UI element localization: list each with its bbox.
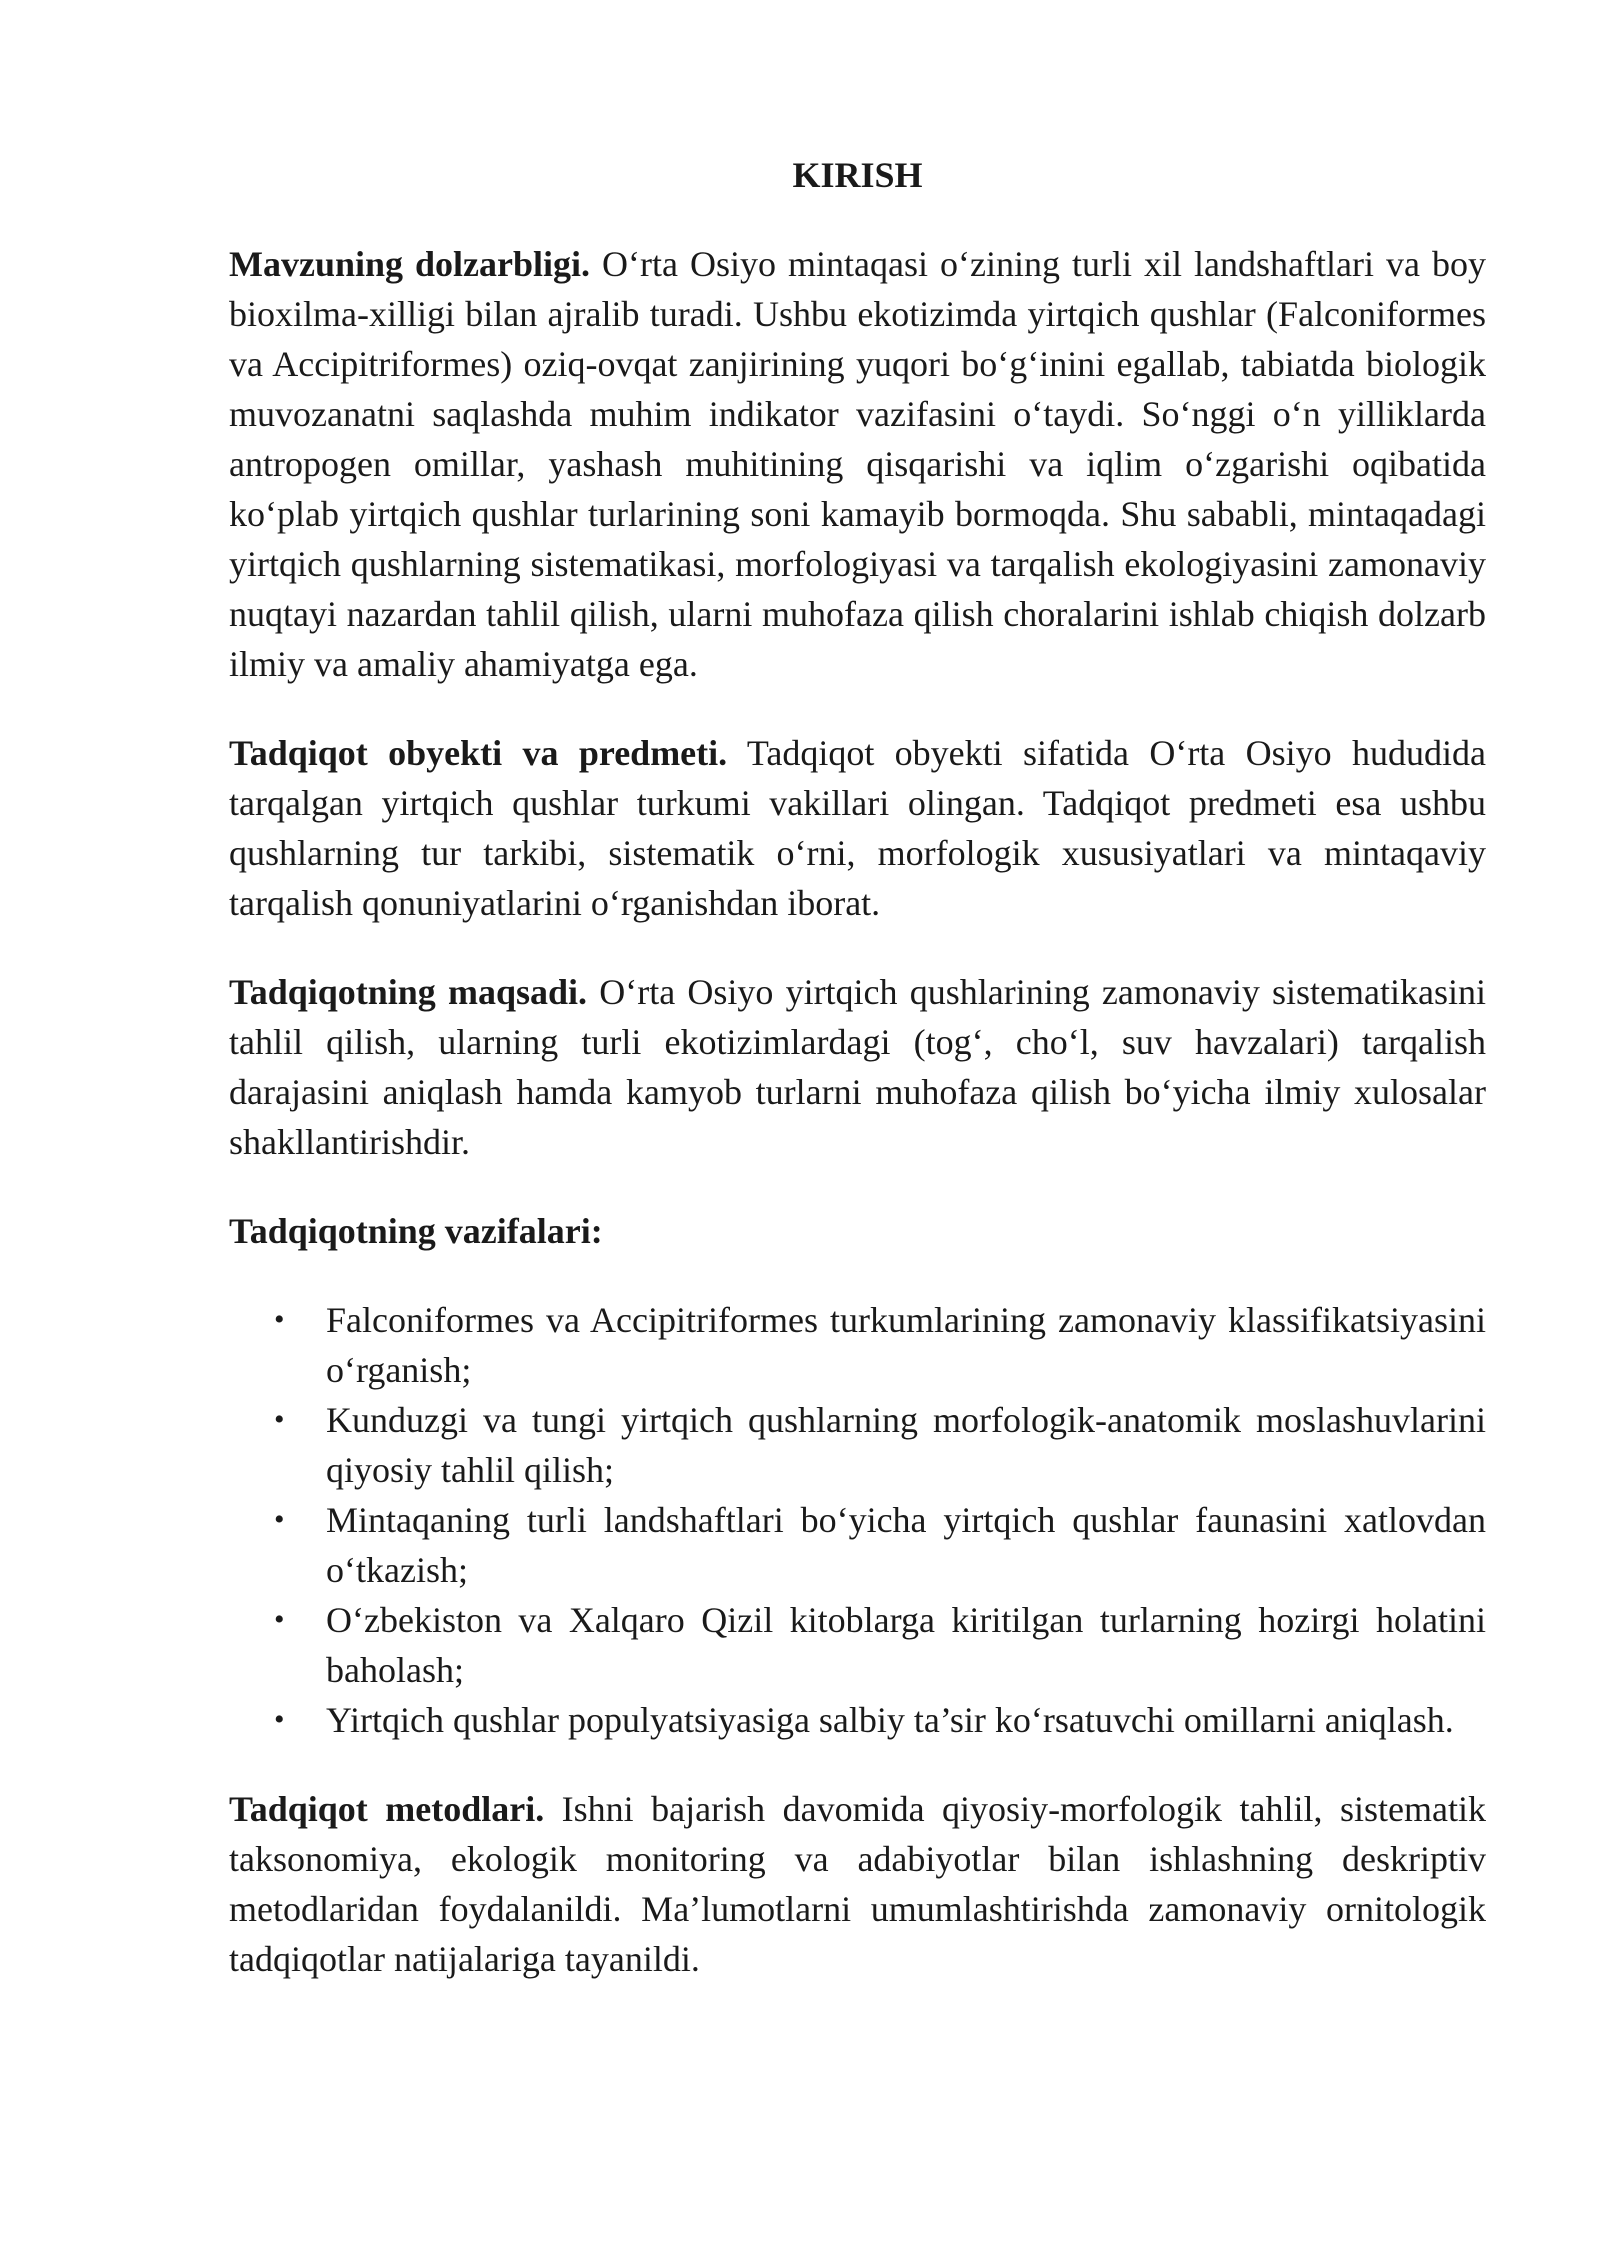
bullet-icon: • — [274, 1703, 285, 1736]
bullet-icon: • — [274, 1303, 285, 1336]
section-text: Ishni bajarish davomida qiyosiy-morfologik tahlil, sistematik taksonomiya, ekologik monitoring va adabiyotlar bilan ishlashning deskriptiv metodlaridan foydalanildi. Ma’lumotlarni umumlashtirishda zamonaviy ornitologik tadqiqotlar natijalariga tayanildi. — [229, 1789, 1486, 1979]
list-item-text: Yirtqich qushlar populyatsiyasiga salbiy ta’sir ko‘rsatuvchi omillarni aniqlash. — [326, 1700, 1454, 1740]
bullet-icon: • — [274, 1603, 285, 1636]
section-metodlar — [229, 1784, 1486, 1984]
section-maqsad — [229, 967, 1486, 1167]
list-item — [229, 1295, 1486, 1395]
section-label: Tadqiqotning maqsadi. — [229, 972, 588, 1012]
list-item-text: Mintaqaning turli landshaftlari bo‘yicha yirtqich qushlar faunasini xatlovdan o‘tkazish; — [326, 1500, 1486, 1590]
section-dolzarblik — [229, 239, 1486, 689]
section-label: Tadqiqot obyekti va predmeti. — [229, 733, 728, 773]
list-item-text: Kunduzgi va tungi yirtqich qushlarning morfologik-anatomik moslashuvlarini qiyosiy tahlil qilish; — [326, 1400, 1486, 1490]
list-item-text: O‘zbekiston va Xalqaro Qizil kitoblarga kiritilgan turlarning hozirgi holatini baholash; — [326, 1600, 1486, 1690]
section-text: Tadqiqot obyekti sifatida O‘rta Osiyo hududida tarqalgan yirtqich qushlar turkumi vakillari olingan. Tadqiqot predmeti esa ushbu qushlarning tur tarkibi, sistematik o‘rni, morfologik xususiyatlari va mintaqaviy tarqalish qonuniyatlarini o‘rganishdan iborat. — [229, 733, 1486, 923]
tasks-list — [229, 1295, 1486, 1745]
document-page — [229, 150, 1486, 2023]
list-item — [229, 1595, 1486, 1695]
list-item-text: Falconiformes va Accipitriformes turkumlarining zamonaviy klassifikatsiyasini o‘rganish; — [326, 1300, 1486, 1390]
section-label: Mavzuning dolzarbligi. — [229, 244, 591, 284]
bullet-icon: • — [274, 1503, 285, 1536]
bullet-icon: • — [274, 1403, 285, 1436]
section-text: O‘rta Osiyo mintaqasi o‘zining turli xil landshaftlari va boy bioxilma-xilligi bilan ajralib turadi. Ushbu ekotizimda yirtqich qushlar (Falconiformes va Accipitriformes) oziq-ovqat zanjirining yuqori bo‘g‘inini egallab, tabiatda biologik muvozanatni saqlashda muhim indikator vazifasini o‘taydi. So‘nggi o‘n yilliklarda antropogen omillar, yashash muhitining qisqarishi va iqlim o‘zgarishi oqibatida ko‘plab yirtqich qushlar turlarining soni kamayib bormoqda. Shu sababli, mintaqadagi yirtqich qushlarning sistematikasi, morfologiyasi va tarqalish ekologiyasini zamonaviy nuqtayi nazardan tahlil qilish, ularni muhofaza qilish choralarini ishlab chiqish dolzarb ilmiy va amaliy ahamiyatga ega. — [229, 244, 1486, 684]
list-item — [229, 1395, 1486, 1495]
section-label: Tadqiqot metodlari. — [229, 1789, 545, 1829]
section-text: O‘rta Osiyo yirtqich qushlarining zamonaviy sistematikasini tahlil qilish, ularning turli ekotizimlardagi (tog‘, cho‘l, suv havzalari) tarqalish darajasini aniqlash hamda kamyob turlarni muhofaza qilish bo‘yicha ilmiy xulosalar shakllantirishdir. — [229, 972, 1486, 1162]
list-item — [229, 1695, 1486, 1745]
page-title: KIRISH — [792, 155, 923, 195]
section-obyekt — [229, 728, 1486, 928]
section-vazifalar-heading: Tadqiqotning vazifalari: — [229, 1211, 603, 1251]
list-item — [229, 1495, 1486, 1595]
